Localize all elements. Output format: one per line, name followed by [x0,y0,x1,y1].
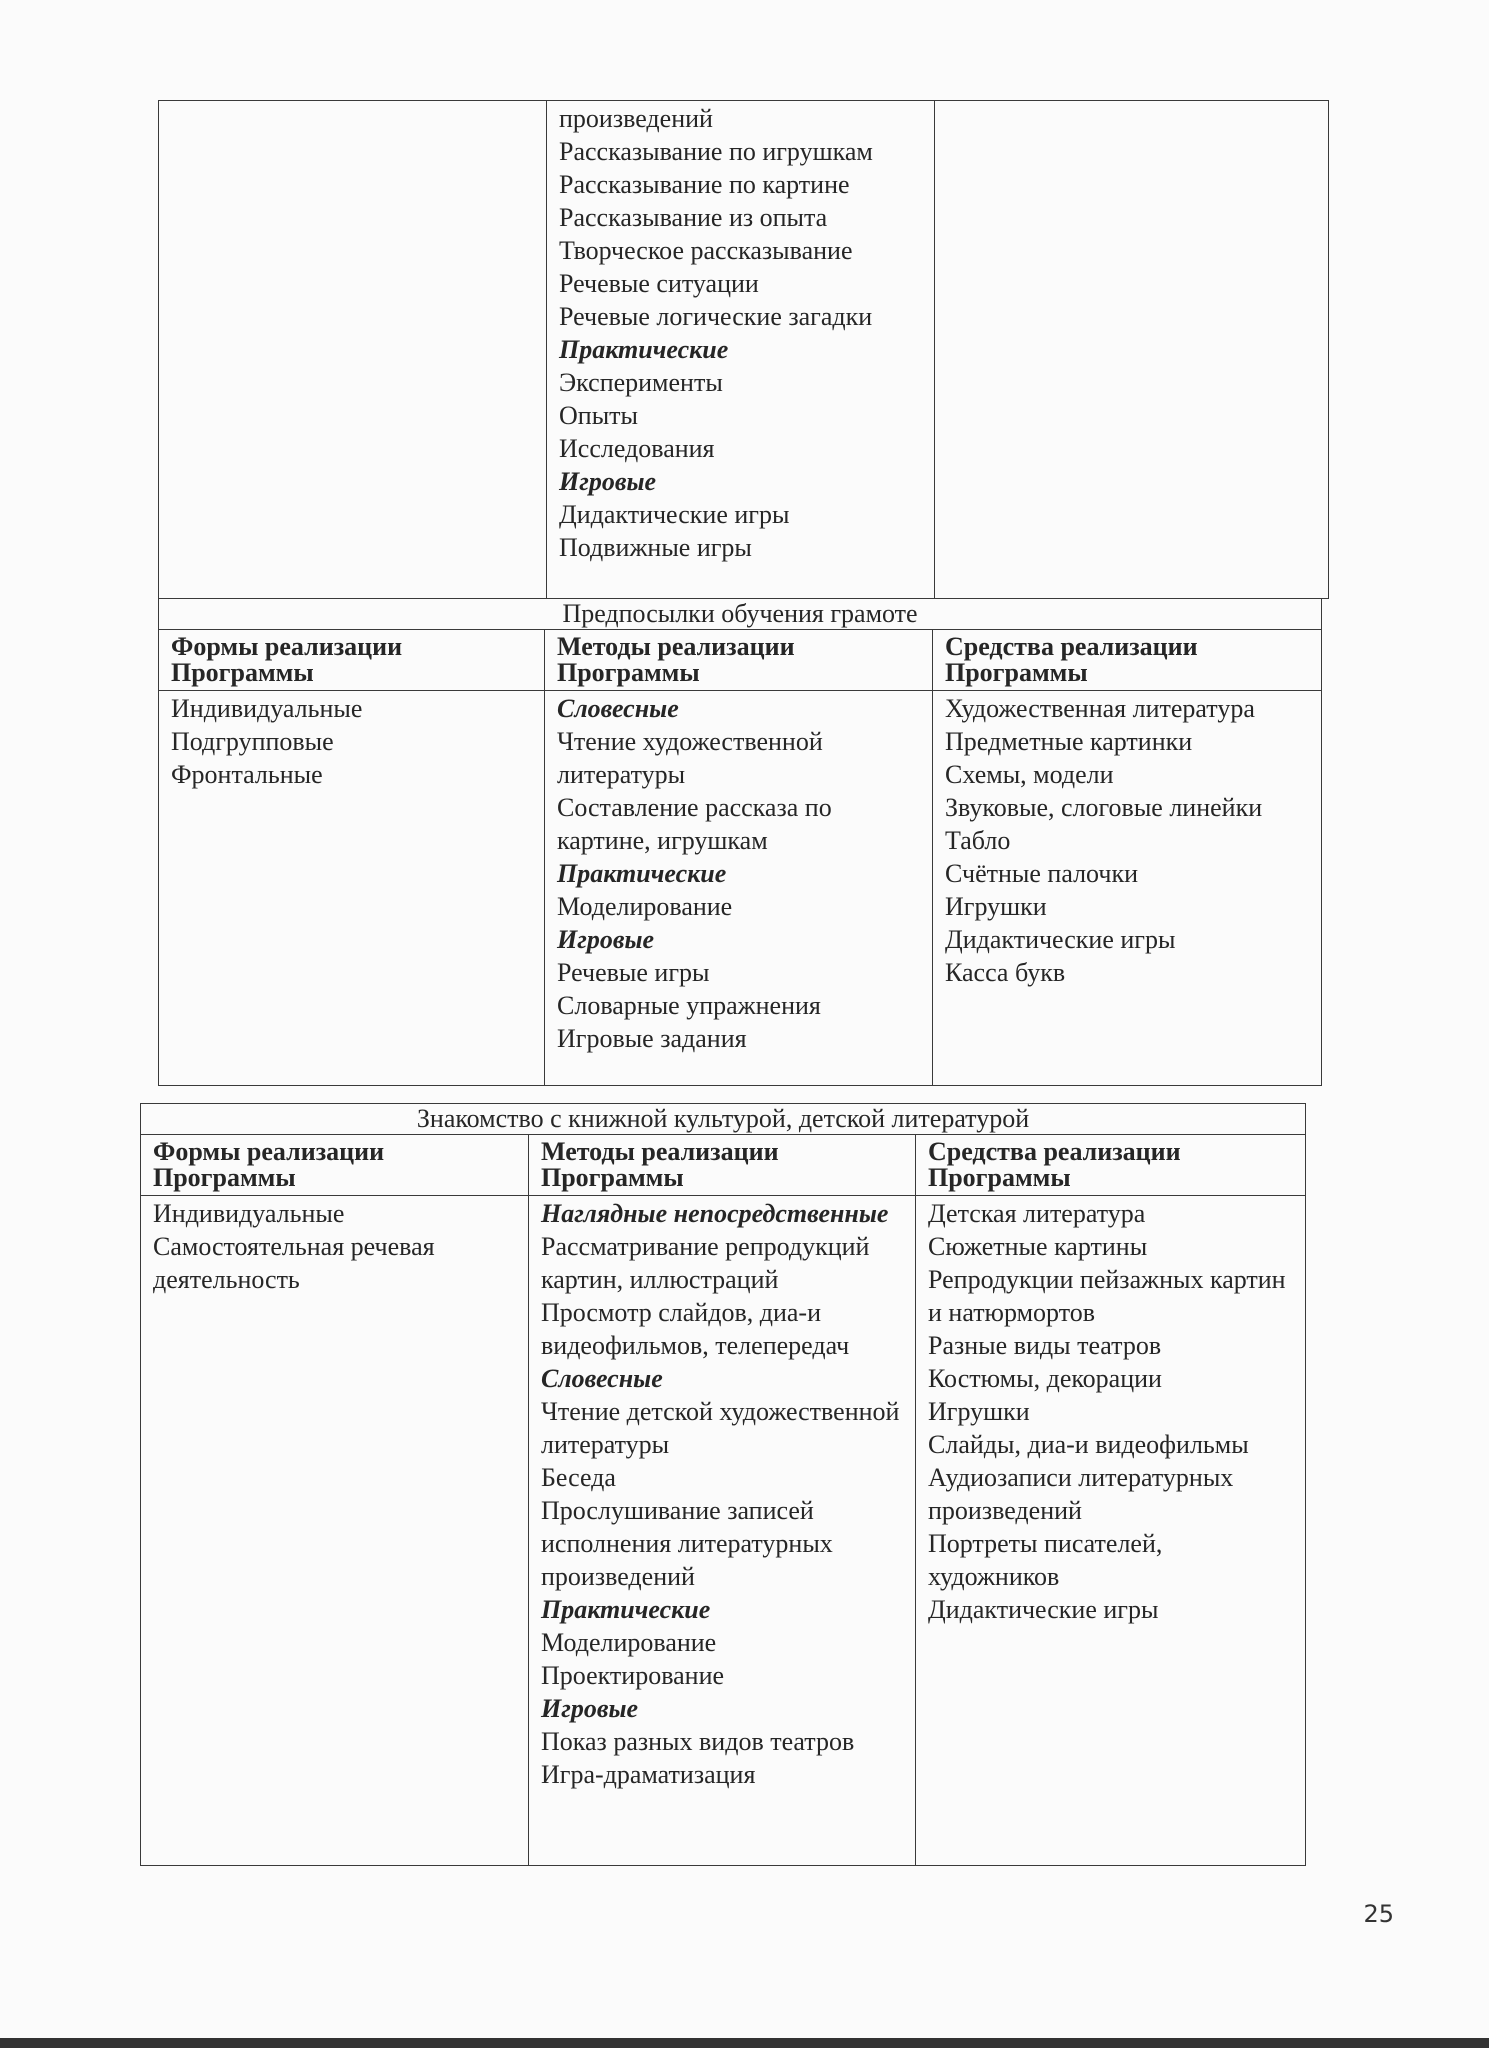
page-number: 25 [1363,1900,1394,1928]
cell-line: Рассказывание по игрушкам [559,137,873,166]
cell-line: Аудиозаписи литературных произведений [928,1463,1234,1525]
cell-line: Эксперименты [559,368,723,397]
cell-line: Прослушивание записей исполнения литературных произведений [541,1496,833,1591]
methods-cell [545,691,933,1086]
header-means: Средства реализации Программы [916,1135,1306,1196]
cell-line: произведений [559,104,713,133]
cell-line: Дидактические игры [928,1595,1159,1624]
cell-line: Рассматривание репродукций картин, иллюстраций [541,1232,870,1294]
header-forms: Формы реализации Программы [141,1135,529,1196]
literacy-prerequisites-table [158,598,1322,1086]
header-forms: Формы реализации Программы [159,630,545,691]
cell-line: Портреты писателей, художников [928,1529,1163,1591]
header-methods: Методы реализации Программы [545,630,933,691]
cell-line: Игрушки [928,1397,1030,1426]
cell-line: Костюмы, декорации [928,1364,1162,1393]
method-category: Практические [541,1595,711,1624]
section-title: Знакомство с книжной культурой, детской литературой [141,1104,1306,1135]
cell-line: Составление рассказа по картине, игрушкам [557,793,832,855]
cell-line: Предметные картинки [945,727,1193,756]
cell-line: Дидактические игры [945,925,1176,954]
cell-line: Касса букв [945,958,1066,987]
forms-cell [159,691,545,1086]
cell-line: Чтение художественной литературы [557,727,823,789]
cell-line: Беседа [541,1463,616,1492]
methods-cell [547,101,935,599]
cell-line: Самостоятельная речевая деятельность [153,1232,435,1294]
cell-line: Табло [945,826,1011,855]
section-title: Предпосылки обучения грамоте [159,599,1322,630]
means-cell [935,101,1329,599]
cell-line: Речевые логические загадки [559,302,873,331]
cell-line: Моделирование [557,892,733,921]
cell-line: Индивидуальные [171,694,363,723]
method-category: Практические [559,335,729,364]
cell-line: Подвижные игры [559,533,752,562]
cell-line: Творческое рассказывание [559,236,853,265]
cell-line: Моделирование [541,1628,717,1657]
method-category: Словесные [557,694,679,723]
methods-cell [529,1196,916,1866]
cell-line: Речевые игры [557,958,710,987]
methods-table-continuation [158,100,1329,599]
cell-line: Словарные упражнения [557,991,821,1020]
method-category: Игровые [559,467,657,496]
cell-line: Репродукции пейзажных картин и натюрмортов [928,1265,1286,1327]
cell-line: Проектирование [541,1661,725,1690]
cell-line: Слайды, диа-и видеофильмы [928,1430,1249,1459]
means-cell [916,1196,1306,1866]
cell-line: Чтение детской художественной литературы [541,1397,900,1459]
book-culture-table [140,1103,1306,1866]
cell-line: Художественная литература [945,694,1255,723]
method-category: Игровые [557,925,655,954]
means-cell [933,691,1322,1086]
method-category: Наглядные непосредственные [541,1199,889,1228]
cell-line: Рассказывание из опыта [559,203,828,232]
forms-cell [159,101,547,599]
cell-line: Игровые задания [557,1024,747,1053]
cell-line: Показ разных видов театров [541,1727,855,1756]
method-category: Словесные [541,1364,663,1393]
cell-line: Счётные палочки [945,859,1139,888]
cell-line: Дидактические игры [559,500,790,529]
cell-line: Рассказывание по картине [559,170,850,199]
cell-line: Индивидуальные [153,1199,345,1228]
cell-line: Сюжетные картины [928,1232,1148,1261]
cell-line: Фронтальные [171,760,323,789]
method-category: Игровые [541,1694,639,1723]
cell-line: Исследования [559,434,715,463]
cell-line: Речевые ситуации [559,269,759,298]
cell-line: Просмотр слайдов, диа-и видеофильмов, телепередач [541,1298,850,1360]
method-category: Практические [557,859,727,888]
cell-line: Подгрупповые [171,727,334,756]
cell-line: Опыты [559,401,638,430]
cell-line: Схемы, модели [945,760,1114,789]
cell-line: Детская литература [928,1199,1146,1228]
scan-edge [0,2038,1489,2048]
header-methods: Методы реализации Программы [529,1135,916,1196]
forms-cell [141,1196,529,1866]
header-means: Средства реализации Программы [933,630,1322,691]
cell-line: Игрушки [945,892,1047,921]
cell-line: Игра-драматизация [541,1760,756,1789]
cell-line: Звуковые, слоговые линейки [945,793,1263,822]
cell-line: Разные виды театров [928,1331,1162,1360]
